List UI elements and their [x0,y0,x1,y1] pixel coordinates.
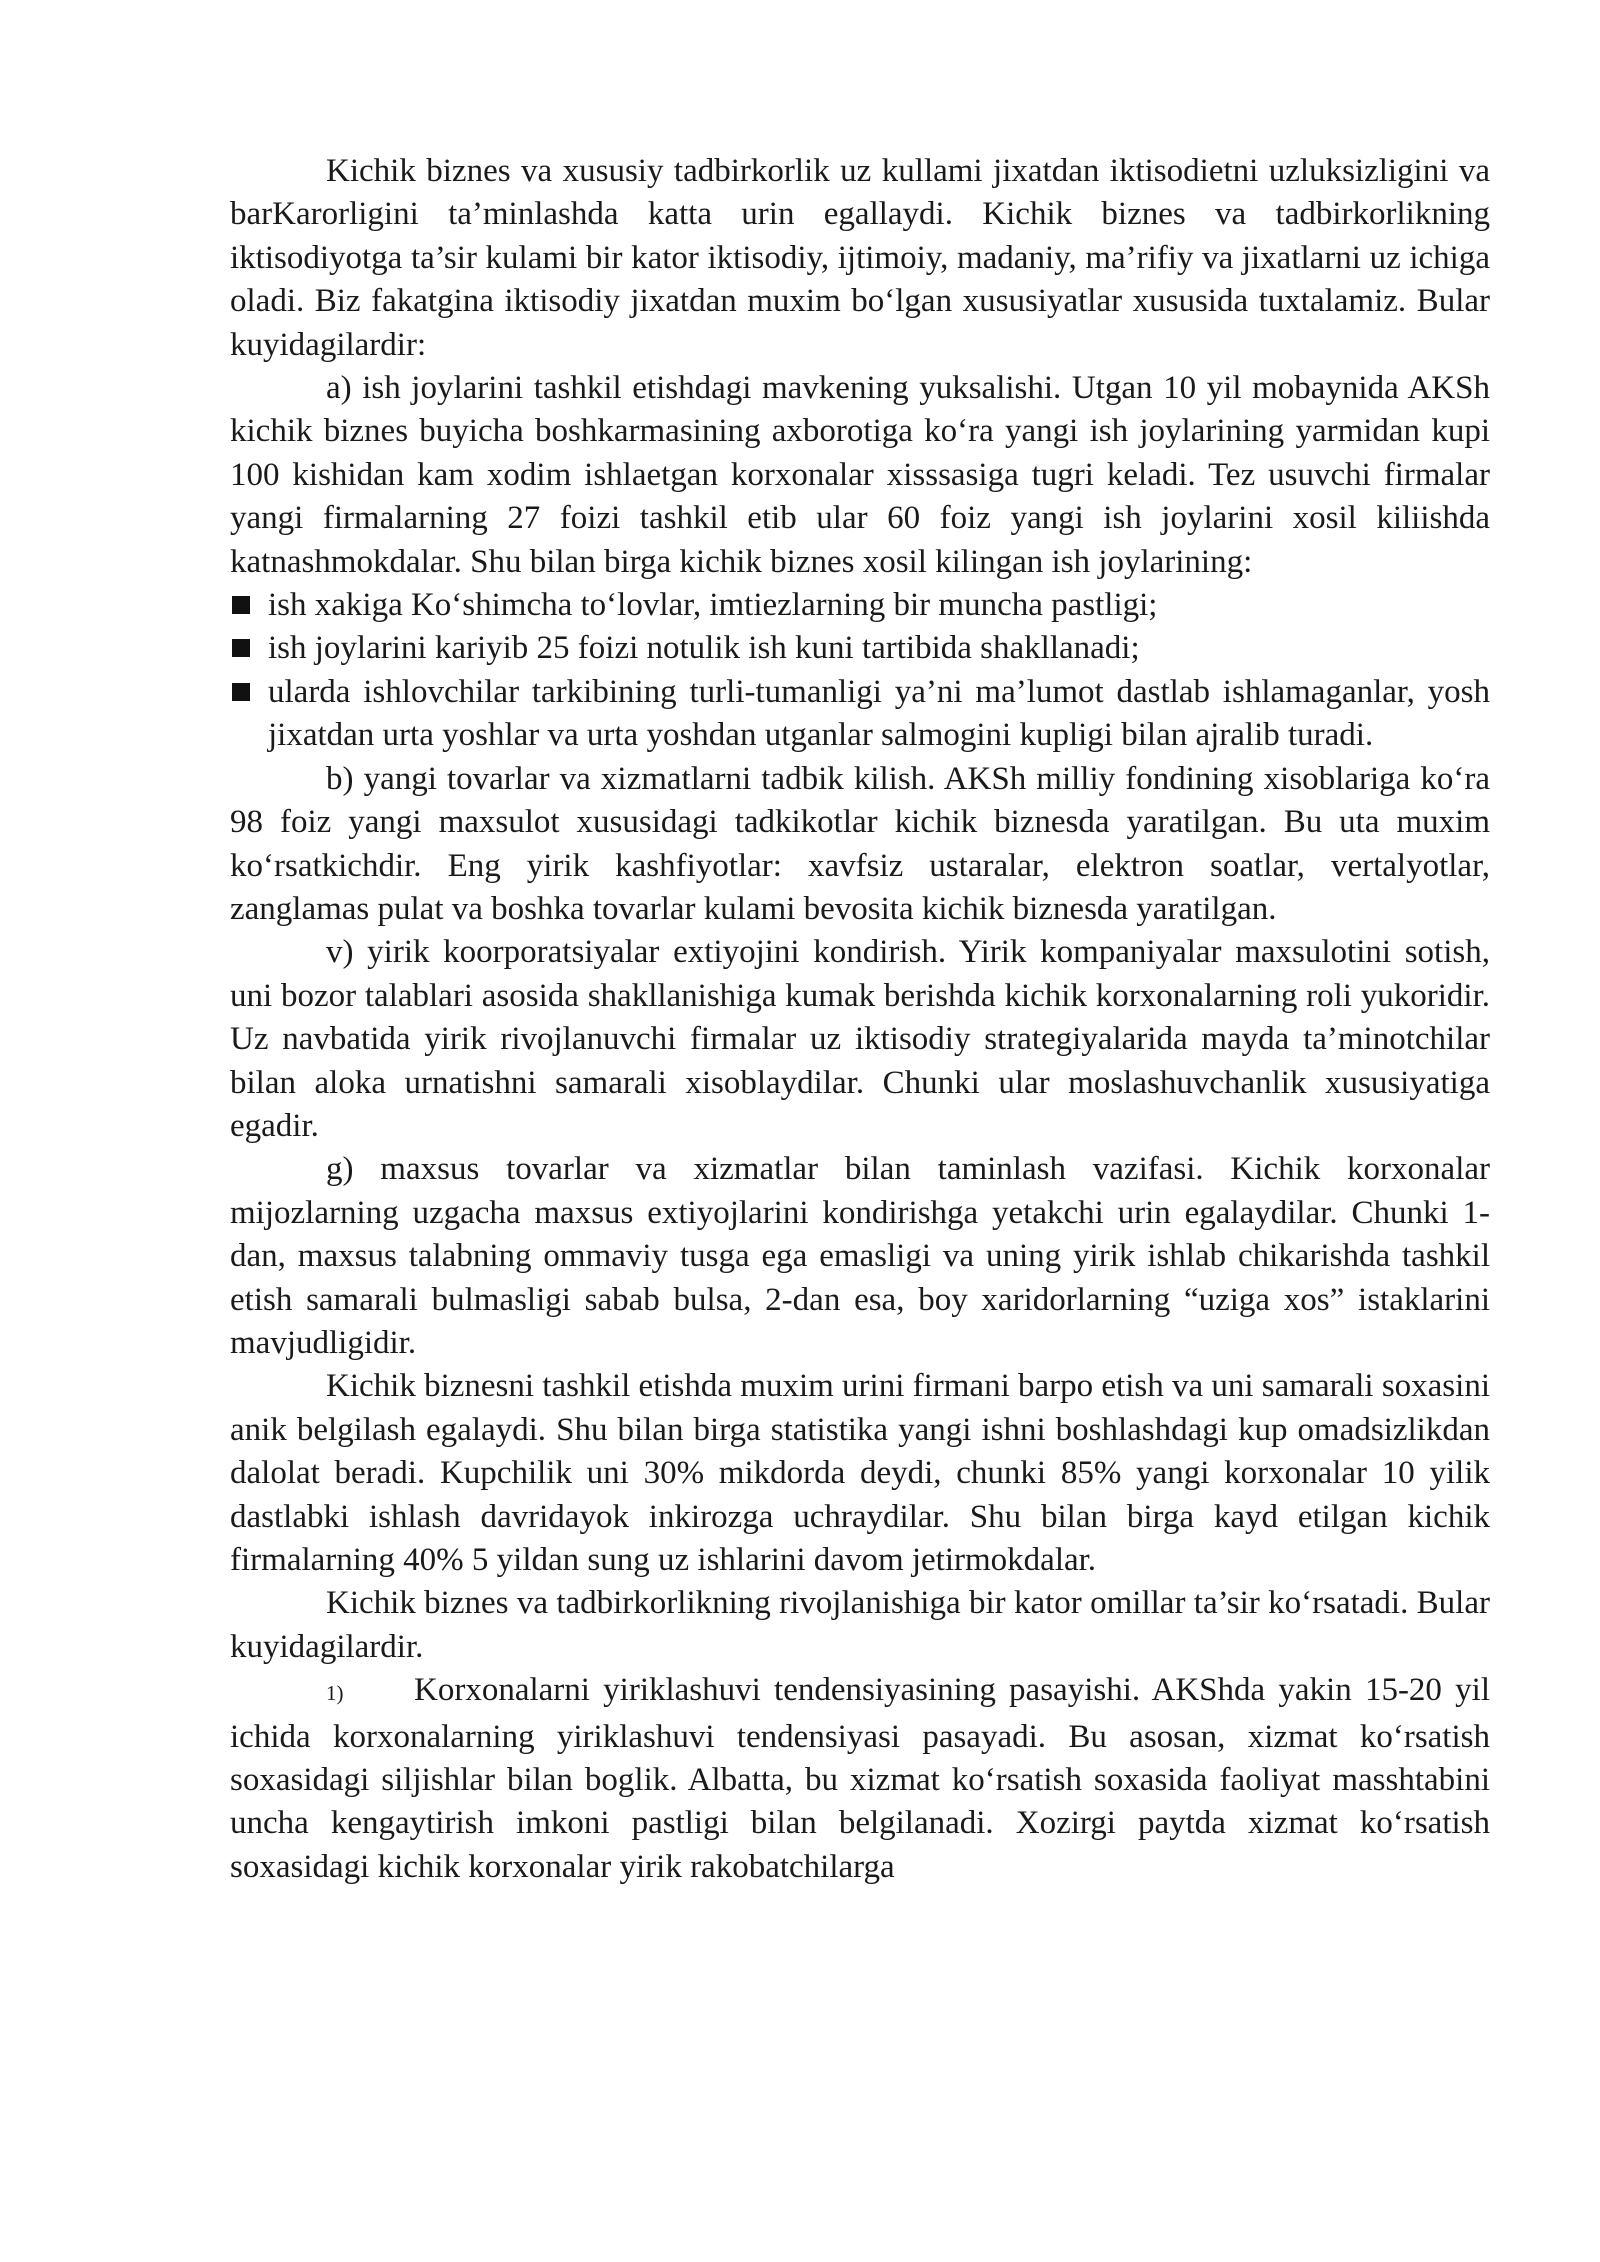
list-number: 1) [326,1681,344,1706]
bullet-list [230,584,1490,758]
bullet-item [230,671,1490,758]
square-bullet-icon [232,639,250,657]
numbered-paragraph-1 [230,1669,1490,1889]
paragraph-firm-founding: Kichik biznesni tashkil etishda muxim urini firmani barpo etish va uni samarali soxasini anik belgilash egalaydi. Shu bilan birga statistika yangi ishni boshlashdagi kup omadsizlikdan dalolat beradi. Kupchilik uni 30% mikdorda deydi, chunki 85% yangi korxonalar 10 yilik dastlabki ishlash davridayok inkirozga uchraydilar. Shu bilan birga kayd etilgan kichik firmalarning 40% 5 yildan sung uz ishlarini davom jetirmokdalar. [230,1368,1490,1578]
paragraph-item-a: a) ish joylarini tashkil etishdagi mavkening yuksalishi. Utgan 10 yil mobaynida AKSh kichik biznes buyicha boshkarmasining axborotiga ko‘ra yangi ish joylarining yarmidan kupi 100 kishidan kam xodim ishlaetgan korxonalar xisssasiga tugri keladi. Tez usuvchi firmalar yangi firmalarning 27 foizi tashkil etib ular 60 foiz yangi ish joylarini xosil kiliishda katnashmokdalar. Shu bilan birga kichik biznes xosil kilingan ish joylarining: [230,370,1490,580]
paragraph-factors-intro: Kichik biznes va tadbirkorlikning rivojlanishiga bir kator omillar ta’sir ko‘rsatadi. Bular kuyidagilardir. [230,1585,1490,1665]
paragraph-item-v: v) yirik koorporatsiyalar extiyojini kondirish. Yirik kompaniyalar maxsulotini sotish, uni bozor talablari asosida shakllanishiga kumak berishda kichik korxonalarning roli yukoridir. Uz navbatida yirik rivojlanuvchi firmalar uz iktisodiy strategiyalarida mayda ta’minotchilar bilan aloka urnatishni samarali xisoblaydilar. Chunki ular moslashuvchanlik xususiyatiga egadir. [230,934,1490,1144]
paragraph-item-b: b) yangi tovarlar va xizmatlarni tadbik kilish. AKSh milliy fondining xisoblariga ko‘ra 98 foiz yangi maxsulot xususidagi tadkikotlar kichik biznesda yaratilgan. Bu uta muxim ko‘rsatkichdir. Eng yirik kashfiyotlar: xavfsiz ustaralar, elektron soatlar, vertalyotlar, zanglamas pulat va boshka tovarlar kulami bevosita kichik biznesda yaratilgan. [230,760,1490,927]
bullet-text: ularda ishlovchilar tarkibining turli-tumanligi ya’ni ma’lumot dastlab ishlamaganlar, yosh jixatdan urta yoshlar va urta yoshdan utganlar salmogini kupligi bilan ajralib turadi. [268,673,1490,754]
square-bullet-icon [232,596,250,614]
document-page [230,150,1490,1889]
paragraph-intro: Kichik biznes va xususiy tadbirkorlik uz kullami jixatdan iktisodietni uzluksizligini va barKarorligini ta’minlashda katta urin egallaydi. Kichik biznes va tadbirkorlikning iktisodiyotga ta’sir kulami bir kator iktisodiy, ijtimoiy, madaniy, ma’rifiy va jixatlarni uz ichiga oladi. Biz fakatgina iktisodiy jixatdan muxim bo‘lgan xususiyatlar xususida tuxtalamiz. Bular kuyidagilardir: [230,153,1490,363]
bullet-item [230,584,1490,627]
numbered-paragraph-text: Korxonalarni yiriklashuvi tendensiyasining pasayishi. AKShda yakin 15-20 yil ichida korxonalarning yiriklashuvi tendensiyasi pasayadi. Bu asosan, xizmat ko‘rsatish soxasidagi siljishlar bilan boglik. Albatta, bu xizmat ko‘rsatish soxasida faoliyat masshtabini uncha kengaytirish imkoni pastligi bilan belgilanadi. Xozirgi paytda xizmat ko‘rsatish soxasidagi kichik korxonalar yirik rakobatchilarga [230,1672,1490,1885]
paragraph-item-g: g) maxsus tovarlar va xizmatlar bilan taminlash vazifasi. Kichik korxonalar mijozlarning uzgacha maxsus extiyojlarini kondirishga yetakchi urin egalaydilar. Chunki 1-dan, maxsus talabning ommaviy tusga ega emasligi va uning yirik ishlab chikarishda tashkil etish samarali bulmasligi sabab bulsa, 2-dan esa, boy xaridorlarning “uziga xos” istaklarini mavjudligidir. [230,1151,1490,1361]
bullet-item [230,627,1490,670]
bullet-text: ish joylarini kariyib 25 foizi notulik ish kuni tartibida shakllanadi; [268,630,1140,667]
square-bullet-icon [232,683,250,701]
bullet-text: ish xakiga Ko‘shimcha to‘lovlar, imtiezlarning bir muncha pastligi; [268,587,1158,624]
